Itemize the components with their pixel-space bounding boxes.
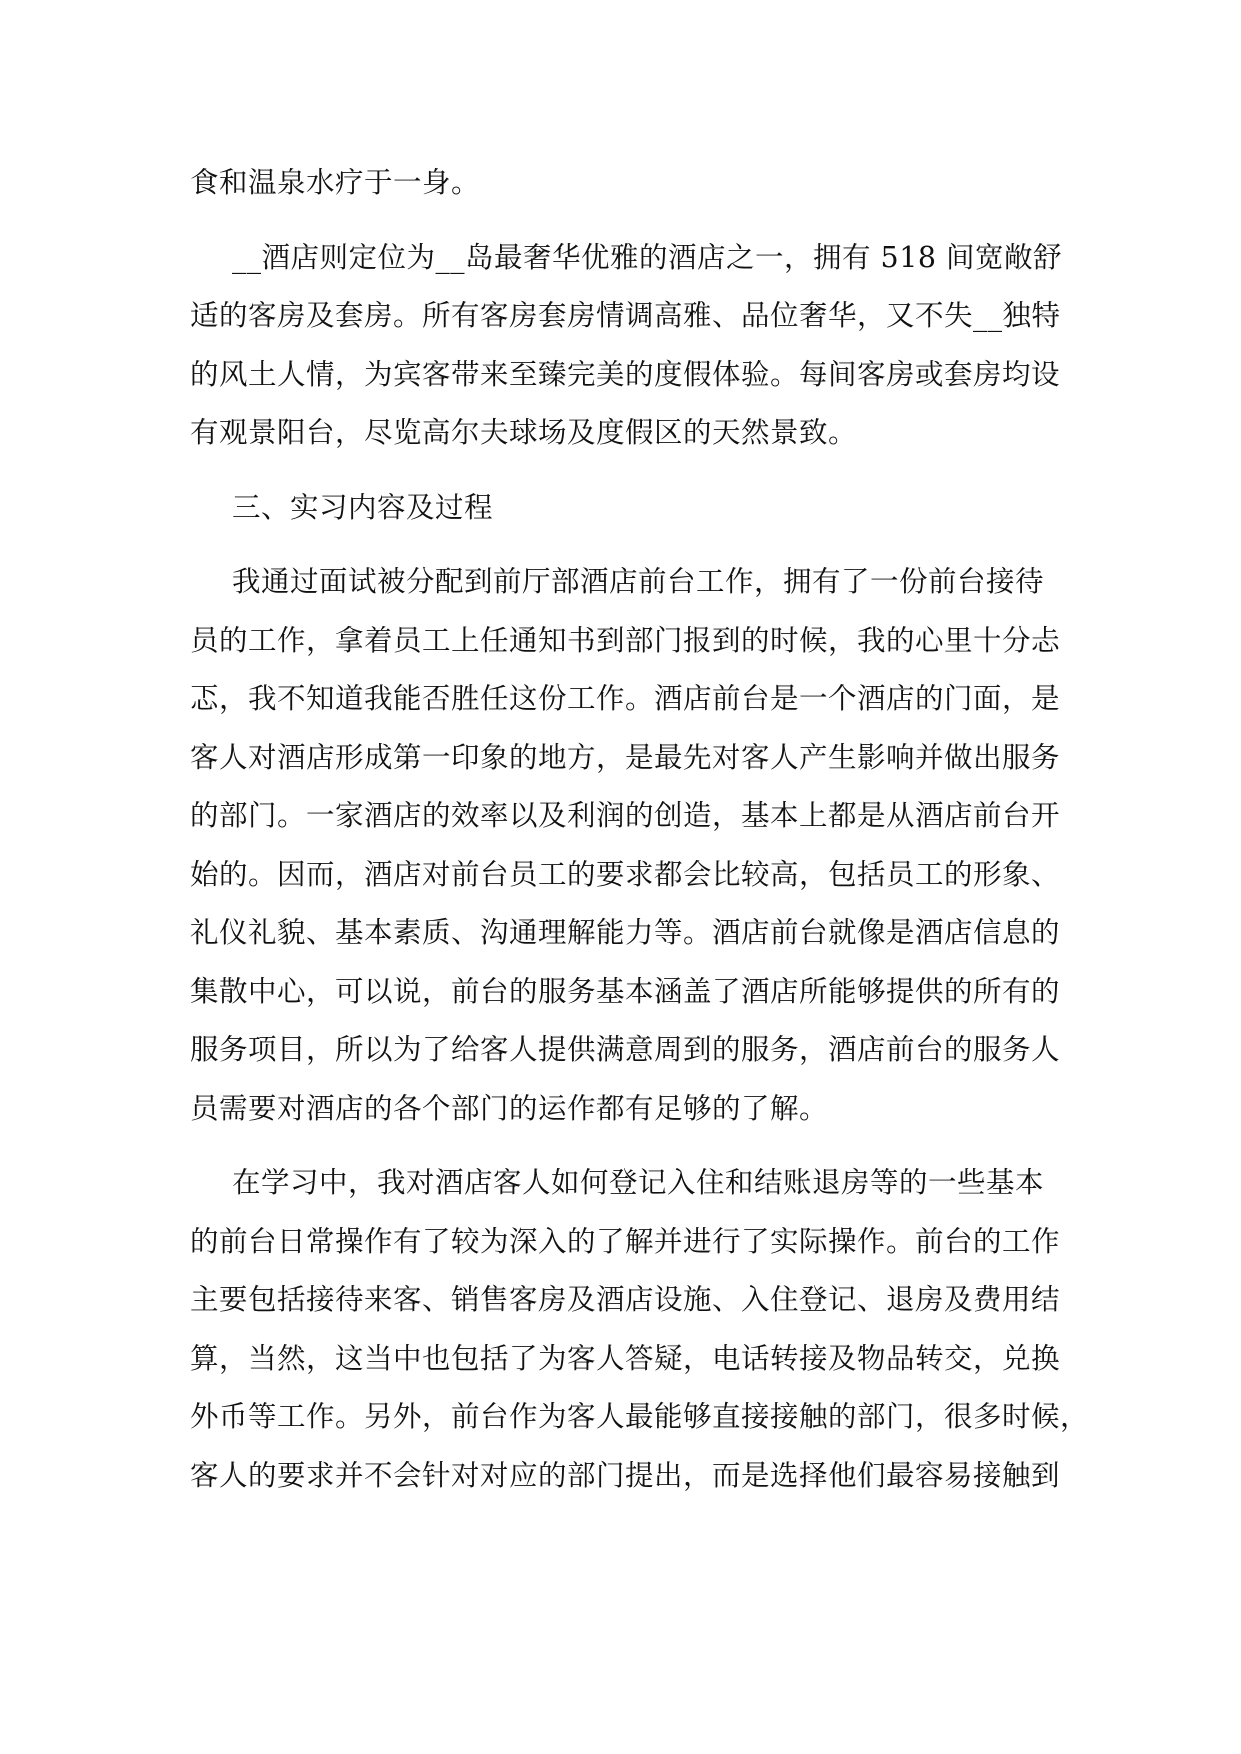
text-line: 的风土人情，为宾客带来至臻完美的度假体验。每间客房或套房均设 [190, 357, 1061, 391]
text-line: __酒店则定位为__岛最奢华优雅的酒店之一，拥有 518 间宽敞舒 [232, 240, 1063, 274]
text-line: 算，当然，这当中也包括了为客人答疑，电话转接及物品转交，兑换 [190, 1341, 1061, 1375]
text-line: 服务项目，所以为了给客人提供满意周到的服务，酒店前台的服务人 [190, 1033, 1061, 1066]
text-line: 有观景阳台，尽览高尔夫球场及度假区的天然景致。 [190, 416, 858, 449]
text-line: 的部门。一家酒店的效率以及利润的创造，基本上都是从酒店前台开 [190, 799, 1061, 832]
text-line: 客人的要求并不会针对对应的部门提出，而是选择他们最容易接触到 [190, 1458, 1061, 1492]
text-line: 员需要对酒店的各个部门的运作都有足够的了解。 [190, 1091, 829, 1125]
text-line: 礼仪礼貌、基本素质、沟通理解能力等。酒店前台就像是酒店信息的 [190, 916, 1061, 949]
paragraph-continuation [190, 154, 1050, 213]
text-line: 员的工作，拿着员工上任通知书到部门报到的时候，我的心里十分忐 [190, 623, 1061, 657]
text-line: 外币等工作。另外，前台作为客人最能够直接接触的部门，很多时候， [190, 1400, 1090, 1433]
text-line: 始的。因而，酒店对前台员工的要求都会比较高，包括员工的形象、 [190, 857, 1061, 891]
paragraph-hotel-positioning [190, 229, 1063, 463]
text-line: 的前台日常操作有了较为深入的了解并进行了实际操作。前台的工作 [190, 1224, 1061, 1258]
text-line: 客人对酒店形成第一印象的地方，是最先对客人产生影响并做出服务 [190, 740, 1061, 774]
document-body [190, 154, 1090, 1521]
section-heading-text: 三、实习内容及过程 [232, 490, 494, 524]
section-heading [190, 479, 1050, 538]
text-line: 我通过面试被分配到前厅部酒店前台工作，拥有了一份前台接待 [232, 565, 1045, 598]
text-line: 适的客房及套房。所有客房套房情调高雅、品位奢华，又不失__独特 [190, 299, 1061, 332]
paragraph-front-desk-assignment [190, 553, 1061, 1138]
text-line: 食和温泉水疗于一身。 [190, 166, 481, 199]
text-line: 忑，我不知道我能否胜任这份工作。酒店前台是一个酒店的门面，是 [190, 682, 1061, 715]
paragraph-learning [190, 1154, 1090, 1505]
text-line: 主要包括接待来客、销售客房及酒店设施、入住登记、退房及费用结 [190, 1283, 1061, 1316]
text-line: 在学习中，我对酒店客人如何登记入住和结账退房等的一些基本 [232, 1166, 1045, 1199]
text-line: 集散中心，可以说，前台的服务基本涵盖了酒店所能够提供的所有的 [190, 974, 1061, 1008]
